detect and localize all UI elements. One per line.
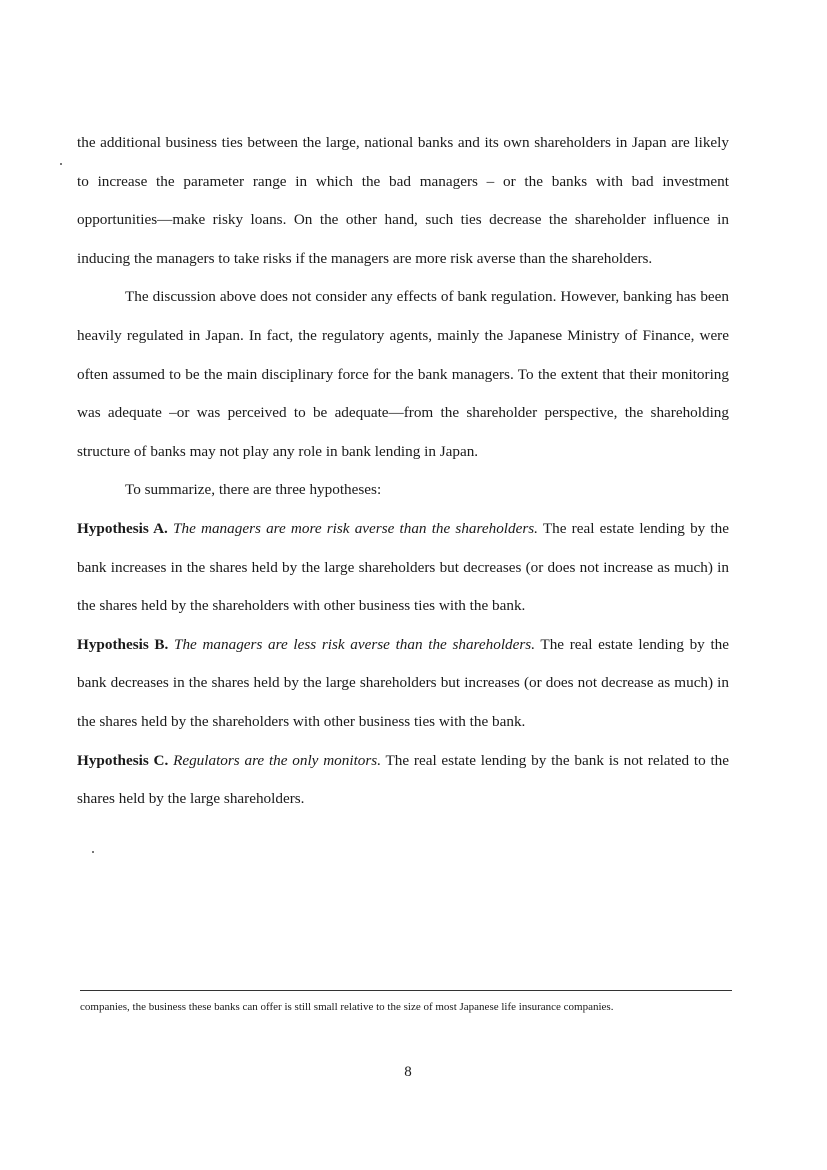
hypothesis-c bbox=[77, 742, 729, 819]
hypothesis-b-text: The real estate lending by the bank decreases in the shares held by the large shareholders but increases (or does not decrease as much) in the shares held by the shareholders with other business ties with the bank. bbox=[77, 635, 729, 730]
page-number: 8 bbox=[404, 1064, 412, 1080]
hypothesis-b-statement: The managers are less risk averse than the shareholders. bbox=[174, 635, 536, 653]
footnote-text: companies, the business these banks can offer is still small relative to the size of most Japanese life insurance companies. bbox=[80, 1001, 614, 1013]
hypothesis-c-label: Hypothesis C. bbox=[77, 751, 169, 769]
paragraph-continuation: the additional business ties between the large, national banks and its own shareholders in Japan are likely to increase the parameter range in which the bad managers – or the banks with bad investment opportunities—make risky loans. On the other hand, such ties decrease the shareholder influence in inducing the managers to take risks if the managers are more risk averse than the shareholders. bbox=[77, 134, 729, 267]
hypothesis-b bbox=[77, 626, 729, 742]
main-text bbox=[77, 124, 729, 819]
scan-speck bbox=[60, 163, 62, 165]
footnote-divider bbox=[80, 990, 732, 991]
hypothesis-c-text: The real estate lending by the bank is not related to the shares held by the large shareholders. bbox=[77, 751, 730, 808]
hypothesis-c-statement: Regulators are the only monitors. bbox=[173, 751, 382, 769]
scan-speck bbox=[92, 851, 94, 853]
paragraph-summary: To summarize, there are three hypotheses: bbox=[125, 481, 382, 499]
hypothesis-a-label: Hypothesis A. bbox=[77, 519, 168, 537]
paragraph-regulation: The discussion above does not consider any effects of bank regulation. However, banking has been heavily regulated in Japan. In fact, the regulatory agents, mainly the Japanese Ministry of Finance, were often assumed to be the main disciplinary force for the bank managers. To the extent that their monitoring was adequate –or was perceived to be adequate—from the shareholder perspective, the shareholding structure of banks may not play any role in bank lending in Japan. bbox=[77, 288, 729, 460]
hypothesis-a-statement: The managers are more risk averse than the shareholders. bbox=[173, 519, 538, 537]
hypothesis-a-text: The real estate lending by the bank increases in the shares held by the large shareholders but decreases (or does not increase as much) in the shares held by the shareholders with other business ties with the bank. bbox=[77, 519, 729, 615]
hypothesis-b-label: Hypothesis B. bbox=[77, 635, 169, 653]
hypothesis-a bbox=[77, 510, 729, 626]
